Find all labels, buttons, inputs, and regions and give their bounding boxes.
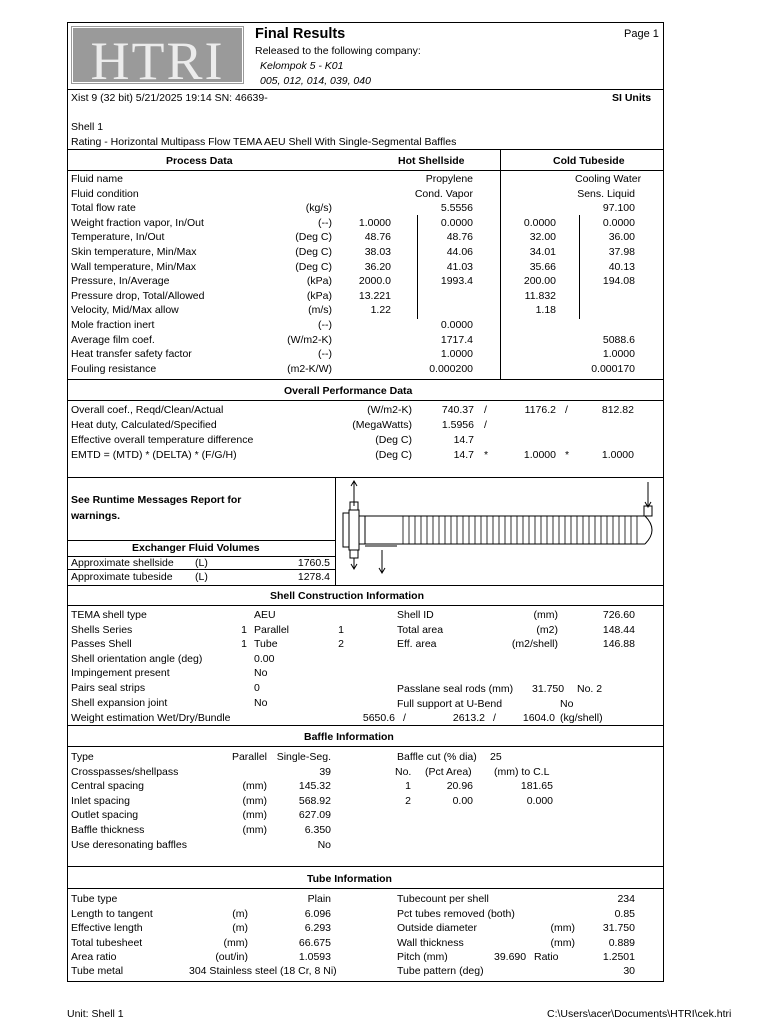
process-row-label: Temperature, In/Out [71,231,165,244]
shell-row-subvalue: 1 [338,623,344,636]
htri-logo: HTRI [70,25,245,85]
baffle-row-unit: (mm) [242,824,267,836]
process-row-label: Skin temperature, Min/Max [71,246,197,258]
cut-row-no: 1 [405,780,411,792]
process-row-unit: (W/m2-K) [287,333,332,346]
process-row-unit: (Deg C) [295,231,332,244]
pitch-label: Pitch (mm) [397,951,448,963]
shell-right-label: Eff. area [397,638,437,651]
divider [67,569,335,570]
process-data-title: Process Data [166,155,233,167]
cut-row-mm: 0.000 [526,794,553,807]
cut-row-pct: 0.00 [452,794,473,807]
hot-value-2: 44.06 [446,246,473,258]
shell-row-label: Impingement present [71,667,170,680]
volume-label: Approximate shellside [71,557,174,569]
weight-wet: 5650.6 [362,712,395,724]
process-row-unit: (kg/s) [305,202,332,215]
shell-right-label: Shell ID [397,609,434,621]
shell-row-subvalue: 2 [338,638,344,651]
hot-value-2: 1717.4 [440,333,473,346]
shell-right-unit: (m2/shell) [511,638,558,651]
shell-row-value: 1 [241,638,247,651]
baffle-row-value: 39 [319,765,331,778]
shell-right-value: 148.44 [602,623,635,636]
cold-value-1: 0.0000 [523,216,556,229]
cold-value-1: 35.66 [529,260,556,273]
tube-row-unit: (out/in) [215,951,248,964]
report-title: Final Results [255,26,346,42]
volume-unit: (L) [195,571,208,583]
hot-shellside-title: Hot Shellside [398,155,465,167]
cold-value-2: 0.0000 [602,216,635,229]
cold-value-2: 194.08 [602,275,635,288]
process-row-label: Total flow rate [71,202,136,215]
tube-right-label: Pct tubes removed (both) [397,907,515,920]
overall-separator: / [484,404,487,416]
tube-right-value: 31.750 [602,922,635,935]
shell-construction-title: Shell Construction Information [270,590,424,602]
shell-row-value: AEU [254,609,276,621]
hot-value-1: 48.76 [364,231,391,244]
column-divider [579,215,580,319]
volume-label: Approximate tubeside [71,571,173,583]
overall-row-unit: (MegaWatts) [352,418,412,431]
released-text: Released to the following company: [255,45,421,57]
divider [67,746,663,747]
overall-value-1: 1.5956 [441,418,474,431]
divider [67,379,663,380]
baffle-row-label: Inlet spacing [71,794,130,807]
shell-row-value: 1 [241,623,247,636]
cut-header-mm: (mm) to C.L [494,766,550,778]
weight-dry: 2613.2 [452,712,485,724]
cold-value-1: 200.00 [523,275,556,288]
baffle-row-unit: (mm) [242,809,267,822]
overall-separator: / [565,404,568,416]
divider [67,540,335,541]
shell-row-label: Shells Series [71,623,133,636]
tube-info-title: Tube Information [307,873,392,885]
hot-value-1: 1.0000 [358,216,391,229]
column-divider [335,477,336,585]
cut-row-mm: 181.65 [520,780,553,792]
overall-row-label: Effective overall temperature difference [71,433,254,446]
divider [67,149,663,150]
process-row-label: Mole fraction inert [71,319,155,331]
process-row-unit: (kPa) [306,275,332,288]
tube-row-label: Total tubesheet [71,936,143,949]
cold-value-2: Sens. Liquid [577,187,635,200]
cut-row-no: 2 [405,794,411,807]
tube-right-label: Tubecount per shell [397,893,489,905]
baffle-info-title: Baffle Information [304,731,394,743]
seal-rods-value: 31.750 [532,683,565,695]
process-row-label: Wall temperature, Min/Max [71,260,197,273]
process-row-label: Fouling resistance [71,362,157,375]
baffle-row-label: Outlet spacing [71,809,139,822]
tube-right-unit: (mm) [550,936,575,949]
company-codes: 005, 012, 014, 039, 040 [260,75,371,87]
tube-right-label: Outside diameter [397,922,477,935]
overall-separator: / [484,418,487,431]
baffle-row-value: 6.350 [304,824,331,836]
process-row-unit: (m/s) [308,304,332,317]
shell-right-unit: (m2) [536,623,558,636]
baffle-row-value: Single-Seg. [276,751,331,763]
fluid-volumes-title: Exchanger Fluid Volumes [132,542,260,554]
divider [67,605,663,606]
cold-value-1: 34.01 [529,246,556,258]
shell-row-label: TEMA shell type [71,609,147,621]
process-row-unit: (--) [318,319,332,331]
runtime-message-cont: warnings. [71,510,121,522]
overall-row-label: Heat duty, Calculated/Specified [71,418,217,431]
shell-row-value: 0.00 [254,652,275,665]
tube-row-value: 6.293 [304,922,331,935]
baffle-row-value: 627.09 [298,809,331,822]
process-row-label: Fluid name [71,173,123,185]
ratio-label: Ratio [534,951,559,963]
weight-sep: / [493,712,496,724]
weight-label: Weight estimation Wet/Dry/Bundle [71,712,231,724]
seal-rods-number: No. 2 [577,683,603,695]
pitch-value: 39.690 [494,951,527,963]
baffle-row-value: No [317,838,331,851]
hot-value-2: 1.0000 [440,348,473,361]
cut-row-pct: 20.96 [446,780,473,792]
footer-filepath: C:\Users\acer\Documents\HTRI\cek.htri [547,1008,732,1020]
overall-row-label: EMTD = (MTD) * (DELTA) * (F/G/H) [71,448,237,461]
tube-row-value: 6.096 [304,907,331,920]
divider [67,585,663,586]
process-row-label: Pressure, In/Average [71,275,170,288]
shell-row-sublabel: Parallel [254,623,290,636]
shell-right-value: 726.60 [602,609,635,621]
tube-right-value: 0.889 [608,936,635,949]
units-label: SI Units [612,92,652,104]
divider [67,888,663,889]
overall-value-1: 14.7 [453,448,474,461]
tube-right-value: 0.85 [614,907,635,920]
divider [67,89,663,90]
tube-pattern-label: Tube pattern (deg) [397,965,484,977]
tube-right-value: 234 [617,893,635,905]
process-row-label: Heat transfer safety factor [71,348,192,361]
shell-right-value: 146.88 [602,638,635,651]
process-row-label: Pressure drop, Total/Allowed [71,289,205,302]
tube-pattern-value: 30 [623,965,635,977]
divider [67,866,663,867]
hot-value-1: 36.20 [364,260,391,273]
baffle-row-unit: (mm) [242,794,267,807]
volume-value: 1760.5 [297,557,330,569]
cold-value-1: 32.00 [529,231,556,244]
baffle-row-label: Central spacing [71,780,144,793]
process-row-unit: (m2-K/W) [287,362,332,375]
hot-value-1: 38.03 [364,246,391,258]
shell-row-sublabel: Tube [254,638,278,651]
ratio-value: 1.2501 [602,951,635,963]
overall-row-unit: (Deg C) [375,433,412,446]
tube-row-label: Length to tangent [71,907,153,920]
cut-header-pct: (Pct Area) [425,766,472,778]
process-row-unit: (Deg C) [295,260,332,273]
hot-value-2: Cond. Vapor [414,187,473,200]
divider [67,170,663,171]
volume-unit: (L) [195,557,208,569]
process-row-label: Fluid condition [71,187,139,200]
hot-value-1: 13.221 [358,289,391,302]
shell-row-value: No [254,696,268,709]
hot-value-2: 0.000200 [429,362,473,375]
cold-value-2: 1.0000 [602,348,635,361]
tube-row-unit: (m) [232,907,248,920]
process-row-unit: (--) [318,348,332,361]
overall-value-3: 812.82 [601,404,634,416]
hot-value-2: 0.0000 [440,216,473,229]
cold-value-2: 36.00 [608,231,635,244]
divider [67,725,663,726]
baffle-row-label: Type [71,751,94,763]
process-row-label: Weight fraction vapor, In/Out [71,216,204,229]
u-bend-support-label: Full support at U-Bend [397,698,503,710]
baffle-row-label: Crosspasses/shellpass [71,765,179,778]
cold-value-2: Cooling Water [575,173,642,185]
baffle-cut-label: Baffle cut (% dia) [397,751,477,763]
shell-right-unit: (mm) [533,609,558,621]
cut-header-no: No. [395,766,412,778]
overall-value-2: 1.0000 [523,448,556,461]
overall-row-unit: (Deg C) [375,448,412,461]
tube-right-unit: (mm) [550,922,575,935]
tube-right-label: Wall thickness [397,936,464,949]
shell-row-value: 0 [254,682,260,694]
page-number: Page 1 [624,28,659,40]
hot-value-2: 1993.4 [440,275,473,288]
u-bend-support-value: No [560,698,574,710]
cold-value-2: 0.000170 [591,362,635,375]
hot-value-2: 5.5556 [440,202,473,215]
weight-unit: (kg/shell) [560,712,603,724]
baffle-row-unit: (mm) [242,780,267,793]
baffle-row-label: Use deresonating baffles [71,838,187,851]
shell-label: Shell 1 [71,121,104,133]
overall-performance-title: Overall Performance Data [284,385,413,397]
hot-value-1: 2000.0 [358,275,391,288]
process-row-unit: (Deg C) [295,246,332,258]
cold-value-1: 1.18 [535,304,556,317]
company-name: Kelompok 5 - K01 [260,60,344,72]
process-row-label: Average film coef. [71,333,155,346]
tube-row-value: 1.0593 [298,951,331,964]
baffle-row-value: 568.92 [298,794,331,807]
hot-value-2: 48.76 [446,231,473,244]
exchanger-drawing [337,480,661,580]
overall-value-3: 1.0000 [601,448,634,461]
overall-value-1: 740.37 [441,404,474,416]
process-row-unit: (--) [318,216,332,229]
tube-row-unit: (m) [232,922,248,935]
tube-row-label: Effective length [71,922,143,935]
process-row-label: Velocity, Mid/Max allow [71,304,179,317]
tube-row-value: Plain [307,893,331,905]
baffle-row-label: Baffle thickness [71,824,145,836]
footer-unit: Unit: Shell 1 [67,1008,124,1020]
rating-description: Rating - Horizontal Multipass Flow TEMA AEU Shell With Single-Segmental Baffles [71,136,457,148]
cold-value-2: 37.98 [608,246,635,258]
overall-row-unit: (W/m2-K) [367,404,412,416]
runtime-message: See Runtime Messages Report for [71,494,242,506]
tube-row-label: Area ratio [71,951,117,964]
volume-value: 1278.4 [297,571,330,583]
version-line: Xist 9 (32 bit) 5/21/2025 19:14 SN: 46639- [71,92,268,104]
seal-rods-label: Passlane seal rods (mm) [397,683,514,695]
cold-value-2: 5088.6 [602,333,635,346]
hot-value-2: 0.0000 [440,319,473,331]
overall-value-1: 14.7 [453,433,474,446]
overall-separator: * [565,448,570,461]
cold-value-2: 40.13 [608,260,635,273]
tube-row-value: 66.675 [298,936,331,949]
overall-separator: * [484,448,489,461]
shell-row-label: Passes Shell [71,638,132,651]
hot-value-2: Propylene [425,173,473,185]
hot-value-1: 1.22 [370,304,391,317]
weight-bundle: 1604.0 [522,712,555,724]
baffle-row-value: 145.32 [298,780,331,793]
weight-sep: / [403,712,406,724]
overall-value-2: 1176.2 [524,404,556,416]
tube-metal-value: 304 Stainless steel (18 Cr, 8 Ni) [189,965,337,977]
shell-row-label: Pairs seal strips [71,682,146,694]
column-divider [417,215,418,319]
shell-right-label: Total area [397,623,444,636]
hot-value-2: 41.03 [446,260,473,273]
overall-row-label: Overall coef., Reqd/Clean/Actual [71,404,224,416]
tube-row-unit: (mm) [223,936,248,949]
divider [67,477,663,478]
shell-row-value: No [254,667,268,680]
process-row-unit: (kPa) [306,289,332,302]
shell-row-label: Shell expansion joint [71,696,168,709]
tube-row-label: Tube type [71,893,118,905]
divider [67,400,663,401]
cold-value-2: 97.100 [602,202,635,215]
shell-row-label: Shell orientation angle (deg) [71,652,203,665]
baffle-row-unit: Parallel [231,751,267,763]
cold-tubeside-title: Cold Tubeside [553,155,625,167]
tube-metal-label: Tube metal [71,965,124,977]
baffle-cut-value: 25 [490,751,502,763]
cold-value-1: 11.832 [524,289,556,302]
